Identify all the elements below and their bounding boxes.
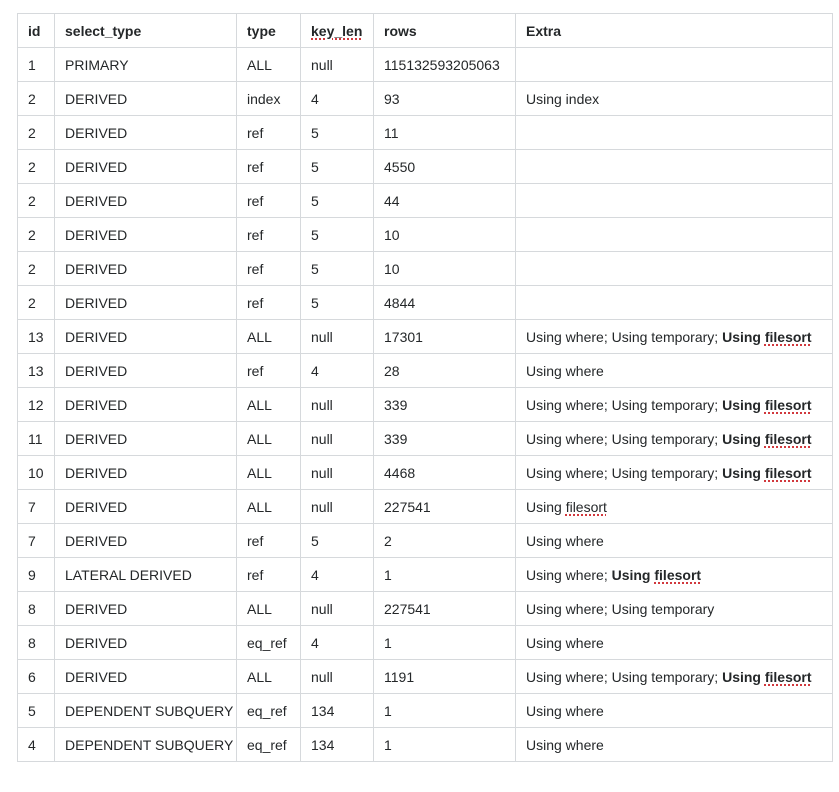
- cell-type: ref: [237, 558, 301, 592]
- cell-id: 13: [18, 354, 55, 388]
- cell-select-type: DERIVED: [55, 660, 237, 694]
- cell-key-len: 4: [301, 354, 374, 388]
- extra-segment: Using where; Using temporary;: [526, 328, 723, 345]
- cell-type: ALL: [237, 592, 301, 626]
- table-row: [18, 252, 833, 286]
- cell-extra: [516, 490, 833, 524]
- table-row: [18, 116, 833, 150]
- cell-extra: [516, 150, 833, 184]
- cell-key-len: null: [301, 48, 374, 82]
- cell-id: 13: [18, 320, 55, 354]
- extra-segment: filesort: [654, 566, 702, 583]
- cell-rows: 2: [374, 524, 516, 558]
- extra-segment: filesort: [764, 396, 812, 413]
- extra-segment: Using where; Using temporary;: [526, 430, 723, 447]
- cell-id: 8: [18, 592, 55, 626]
- cell-select-type: DERIVED: [55, 320, 237, 354]
- cell-rows: 10: [374, 218, 516, 252]
- cell-rows: 17301: [374, 320, 516, 354]
- extra-segment: Using where: [526, 634, 604, 651]
- cell-select-type: LATERAL DERIVED: [55, 558, 237, 592]
- extra-segment: Using: [526, 498, 566, 515]
- cell-extra: [516, 592, 833, 626]
- cell-select-type: DERIVED: [55, 626, 237, 660]
- cell-type: ref: [237, 524, 301, 558]
- table-row: [18, 320, 833, 354]
- cell-key-len: null: [301, 320, 374, 354]
- cell-select-type: DERIVED: [55, 116, 237, 150]
- extra-segment: Using where: [526, 362, 604, 379]
- cell-type: ALL: [237, 422, 301, 456]
- cell-key-len: 134: [301, 694, 374, 728]
- cell-extra: [516, 116, 833, 150]
- cell-type: ref: [237, 286, 301, 320]
- cell-id: 7: [18, 524, 55, 558]
- cell-id: 10: [18, 456, 55, 490]
- extra-segment: filesort: [764, 464, 812, 481]
- cell-rows: 93: [374, 82, 516, 116]
- extra-segment: Using: [722, 396, 765, 413]
- cell-type: ref: [237, 184, 301, 218]
- cell-rows: 11: [374, 116, 516, 150]
- extra-segment: Using where; Using temporary: [526, 600, 715, 617]
- extra-segment: Using index: [526, 90, 600, 107]
- cell-rows: 1: [374, 558, 516, 592]
- cell-id: 2: [18, 150, 55, 184]
- cell-type: ALL: [237, 388, 301, 422]
- cell-type: index: [237, 82, 301, 116]
- cell-id: 12: [18, 388, 55, 422]
- table-row: [18, 592, 833, 626]
- extra-segment: Using: [611, 566, 655, 583]
- cell-extra: [516, 320, 833, 354]
- cell-key-len: 5: [301, 116, 374, 150]
- table-row: [18, 82, 833, 116]
- cell-select-type: DEPENDENT SUBQUERY: [55, 728, 237, 762]
- table-row: [18, 354, 833, 388]
- cell-select-type: DERIVED: [55, 456, 237, 490]
- cell-id: 2: [18, 116, 55, 150]
- cell-key-len: null: [301, 660, 374, 694]
- cell-extra: [516, 694, 833, 728]
- extra-segment: Using where;: [526, 566, 612, 583]
- cell-id: 9: [18, 558, 55, 592]
- table-row: [18, 286, 833, 320]
- cell-key-len: 134: [301, 728, 374, 762]
- cell-key-len: null: [301, 422, 374, 456]
- cell-rows: 339: [374, 388, 516, 422]
- table-header: [18, 14, 833, 48]
- header-type: type: [237, 14, 301, 48]
- cell-type: ALL: [237, 490, 301, 524]
- cell-key-len: 5: [301, 184, 374, 218]
- cell-type: eq_ref: [237, 626, 301, 660]
- cell-key-len: 4: [301, 626, 374, 660]
- cell-key-len: 5: [301, 286, 374, 320]
- extra-segment: Using where: [526, 532, 604, 549]
- extra-segment: Using where; Using temporary;: [526, 464, 723, 481]
- table-row: [18, 184, 833, 218]
- extra-segment: Using: [722, 328, 765, 345]
- cell-rows: 1: [374, 694, 516, 728]
- extra-segment: Using: [722, 668, 765, 685]
- cell-extra: [516, 626, 833, 660]
- cell-select-type: DERIVED: [55, 218, 237, 252]
- cell-key-len: 5: [301, 150, 374, 184]
- table-row: [18, 660, 833, 694]
- table-row: [18, 422, 833, 456]
- table-row: [18, 456, 833, 490]
- cell-select-type: DERIVED: [55, 150, 237, 184]
- cell-key-len: 4: [301, 82, 374, 116]
- cell-key-len: 5: [301, 524, 374, 558]
- cell-select-type: DERIVED: [55, 354, 237, 388]
- table-row: [18, 524, 833, 558]
- header-row: [18, 14, 833, 48]
- cell-rows: 1191: [374, 660, 516, 694]
- cell-select-type: DERIVED: [55, 388, 237, 422]
- cell-extra: [516, 388, 833, 422]
- cell-type: ref: [237, 354, 301, 388]
- cell-rows: 115132593205063: [374, 48, 516, 82]
- cell-type: ALL: [237, 456, 301, 490]
- cell-extra: [516, 456, 833, 490]
- cell-rows: 44: [374, 184, 516, 218]
- cell-type: ALL: [237, 48, 301, 82]
- cell-id: 8: [18, 626, 55, 660]
- table-row: [18, 558, 833, 592]
- cell-select-type: PRIMARY: [55, 48, 237, 82]
- cell-type: ref: [237, 218, 301, 252]
- extra-segment: Using where: [526, 702, 604, 719]
- cell-type: eq_ref: [237, 694, 301, 728]
- cell-extra: [516, 184, 833, 218]
- cell-key-len: null: [301, 490, 374, 524]
- cell-rows: 4468: [374, 456, 516, 490]
- cell-type: ALL: [237, 660, 301, 694]
- header-select-type: select_type: [55, 14, 237, 48]
- extra-segment: filesort: [764, 430, 812, 447]
- cell-select-type: DERIVED: [55, 184, 237, 218]
- cell-id: 5: [18, 694, 55, 728]
- cell-extra: [516, 422, 833, 456]
- extra-segment: filesort: [764, 328, 812, 345]
- cell-type: ref: [237, 150, 301, 184]
- cell-extra: [516, 48, 833, 82]
- cell-id: 2: [18, 218, 55, 252]
- header-rows: rows: [374, 14, 516, 48]
- cell-rows: 1: [374, 626, 516, 660]
- cell-extra: [516, 728, 833, 762]
- cell-key-len: null: [301, 592, 374, 626]
- extra-segment: Using where; Using temporary;: [526, 668, 723, 685]
- table-row: [18, 490, 833, 524]
- cell-rows: 339: [374, 422, 516, 456]
- cell-rows: 10: [374, 252, 516, 286]
- cell-id: 11: [18, 422, 55, 456]
- header-extra: Extra: [516, 14, 833, 48]
- cell-select-type: DERIVED: [55, 422, 237, 456]
- extra-segment: Using: [722, 430, 765, 447]
- table-row: [18, 728, 833, 762]
- cell-type: ref: [237, 252, 301, 286]
- cell-extra: [516, 286, 833, 320]
- table-row: [18, 626, 833, 660]
- cell-key-len: 4: [301, 558, 374, 592]
- table-body: [18, 48, 833, 762]
- cell-rows: 1: [374, 728, 516, 762]
- cell-extra: [516, 218, 833, 252]
- cell-rows: 227541: [374, 490, 516, 524]
- cell-key-len: null: [301, 388, 374, 422]
- cell-key-len: 5: [301, 252, 374, 286]
- cell-select-type: DERIVED: [55, 252, 237, 286]
- cell-extra: [516, 252, 833, 286]
- cell-rows: 4550: [374, 150, 516, 184]
- cell-id: 2: [18, 286, 55, 320]
- cell-id: 4: [18, 728, 55, 762]
- extra-segment: Using where; Using temporary;: [526, 396, 723, 413]
- cell-id: 2: [18, 252, 55, 286]
- cell-id: 2: [18, 82, 55, 116]
- header-key-len-label: key_len: [311, 22, 363, 39]
- cell-id: 7: [18, 490, 55, 524]
- cell-select-type: DEPENDENT SUBQUERY: [55, 694, 237, 728]
- cell-id: 6: [18, 660, 55, 694]
- table-row: [18, 694, 833, 728]
- cell-select-type: DERIVED: [55, 286, 237, 320]
- cell-key-len: 5: [301, 218, 374, 252]
- cell-extra: [516, 82, 833, 116]
- header-id: id: [18, 14, 55, 48]
- cell-key-len: null: [301, 456, 374, 490]
- explain-table: [17, 13, 833, 762]
- cell-select-type: DERIVED: [55, 524, 237, 558]
- cell-type: ALL: [237, 320, 301, 354]
- cell-extra: [516, 558, 833, 592]
- cell-extra: [516, 524, 833, 558]
- extra-segment: filesort: [764, 668, 812, 685]
- cell-select-type: DERIVED: [55, 592, 237, 626]
- table-row: [18, 388, 833, 422]
- cell-select-type: DERIVED: [55, 82, 237, 116]
- cell-extra: [516, 660, 833, 694]
- table-row: [18, 218, 833, 252]
- cell-type: ref: [237, 116, 301, 150]
- explain-table-container: [17, 13, 833, 762]
- table-row: [18, 150, 833, 184]
- extra-segment: Using: [722, 464, 765, 481]
- cell-type: eq_ref: [237, 728, 301, 762]
- cell-select-type: DERIVED: [55, 490, 237, 524]
- cell-id: 1: [18, 48, 55, 82]
- header-key-len: [301, 14, 374, 48]
- cell-extra: [516, 354, 833, 388]
- cell-id: 2: [18, 184, 55, 218]
- cell-rows: 227541: [374, 592, 516, 626]
- cell-rows: 28: [374, 354, 516, 388]
- extra-segment: Using where: [526, 736, 604, 753]
- table-row: [18, 48, 833, 82]
- extra-segment: filesort: [565, 498, 607, 515]
- cell-rows: 4844: [374, 286, 516, 320]
